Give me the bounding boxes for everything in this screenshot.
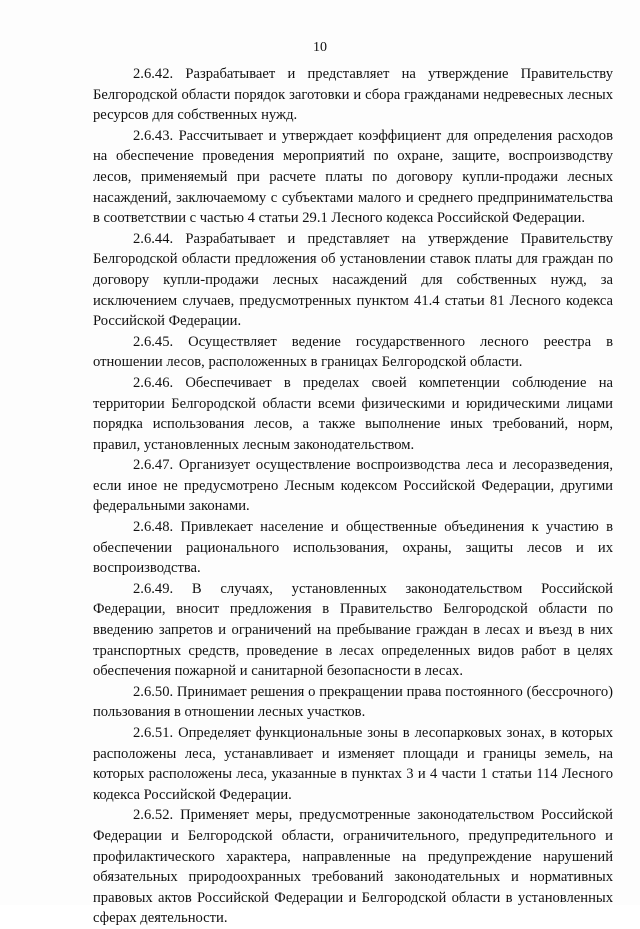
paragraph-2-6-45: 2.6.45. Осуществляет ведение государственного лесного реестра в отношении лесов, расположенных в границах Белгородской области.: [93, 333, 613, 371]
page-number: 10: [313, 40, 327, 55]
document-body: [93, 64, 613, 929]
paragraph-2-6-47: 2.6.47. Организует осуществление воспроизводства леса и лесоразведения, если иное не предусмотрено Лесным кодексом Российской Федерации, другими федеральными законами.: [93, 457, 613, 515]
paragraph-2-6-50: 2.6.50. Принимает решения о прекращении права постоянного (бессрочного) пользования в отношении лесных участков.: [93, 683, 613, 721]
paragraph-2-6-51: 2.6.51. Определяет функциональные зоны в лесопарковых зонах, в которых расположены леса, устанавливает и изменяет площади и границы земель, на которых расположены леса, указанные в пунктах 3 и 4 части 1 статьи 114 Лесного кодекса Российской Федерации.: [93, 725, 613, 803]
paragraph-2-6-42: 2.6.42. Разрабатывает и представляет на утверждение Правительству Белгородской области порядок заготовки и сбора гражданами недревесных лесных ресурсов для собственных нужд.: [93, 66, 613, 124]
paragraph-2-6-48: 2.6.48. Привлекает население и общественные объединения к участию в обеспечении рационального использования, охраны, защиты лесов и их воспроизводства.: [93, 519, 613, 577]
paragraph-2-6-49: 2.6.49. В случаях, установленных законодательством Российской Федерации, вносит предложения в Правительство Белгородской области по введению запретов и ограничений на пребывание граждан в лесах и въезд в них транспортных средств, проведение в лесах определенных видов работ в целях обеспечения пожарной и санитарной безопасности в лесах.: [93, 580, 613, 680]
paragraph-2-6-43: 2.6.43. Рассчитывает и утверждает коэффициент для определения расходов на обеспечение проведения мероприятий по охране, защите, воспроизводству лесов, применяемый при расчете платы по договору купли-продажи лесных насаждений, заключаемому с субъектами малого и среднего предпринимательства в соответствии с частью 4 статьи 29.1 Лесного кодекса Российской Федерации.: [93, 127, 613, 227]
paragraph-2-6-44: 2.6.44. Разрабатывает и представляет на утверждение Правительству Белгородской области предложения об установлении ставок платы для граждан по договору купли-продажи лесных насаждений для собственных нужд, за исключением случаев, предусмотренных пунктом 41.4 статьи 81 Лесного кодекса Российской Федерации.: [93, 230, 613, 330]
paragraph-2-6-46: 2.6.46. Обеспечивает в пределах своей компетенции соблюдение на территории Белгородской области всеми физическими и юридическими лицами порядка использования лесов, а также выполнение иных требований, норм, правил, установленных лесным законодательством.: [93, 374, 613, 453]
paragraph-2-6-52: 2.6.52. Применяет меры, предусмотренные законодательством Российской Федерации и Белгородской области, ограничительного, предупредительного и профилактического характера, направленные на предупреждение нарушений обязательных природоохранных требований законодательных и нормативных правовых актов Российской Федерации и Белгородской области в установленных сферах деятельности.: [93, 807, 613, 927]
